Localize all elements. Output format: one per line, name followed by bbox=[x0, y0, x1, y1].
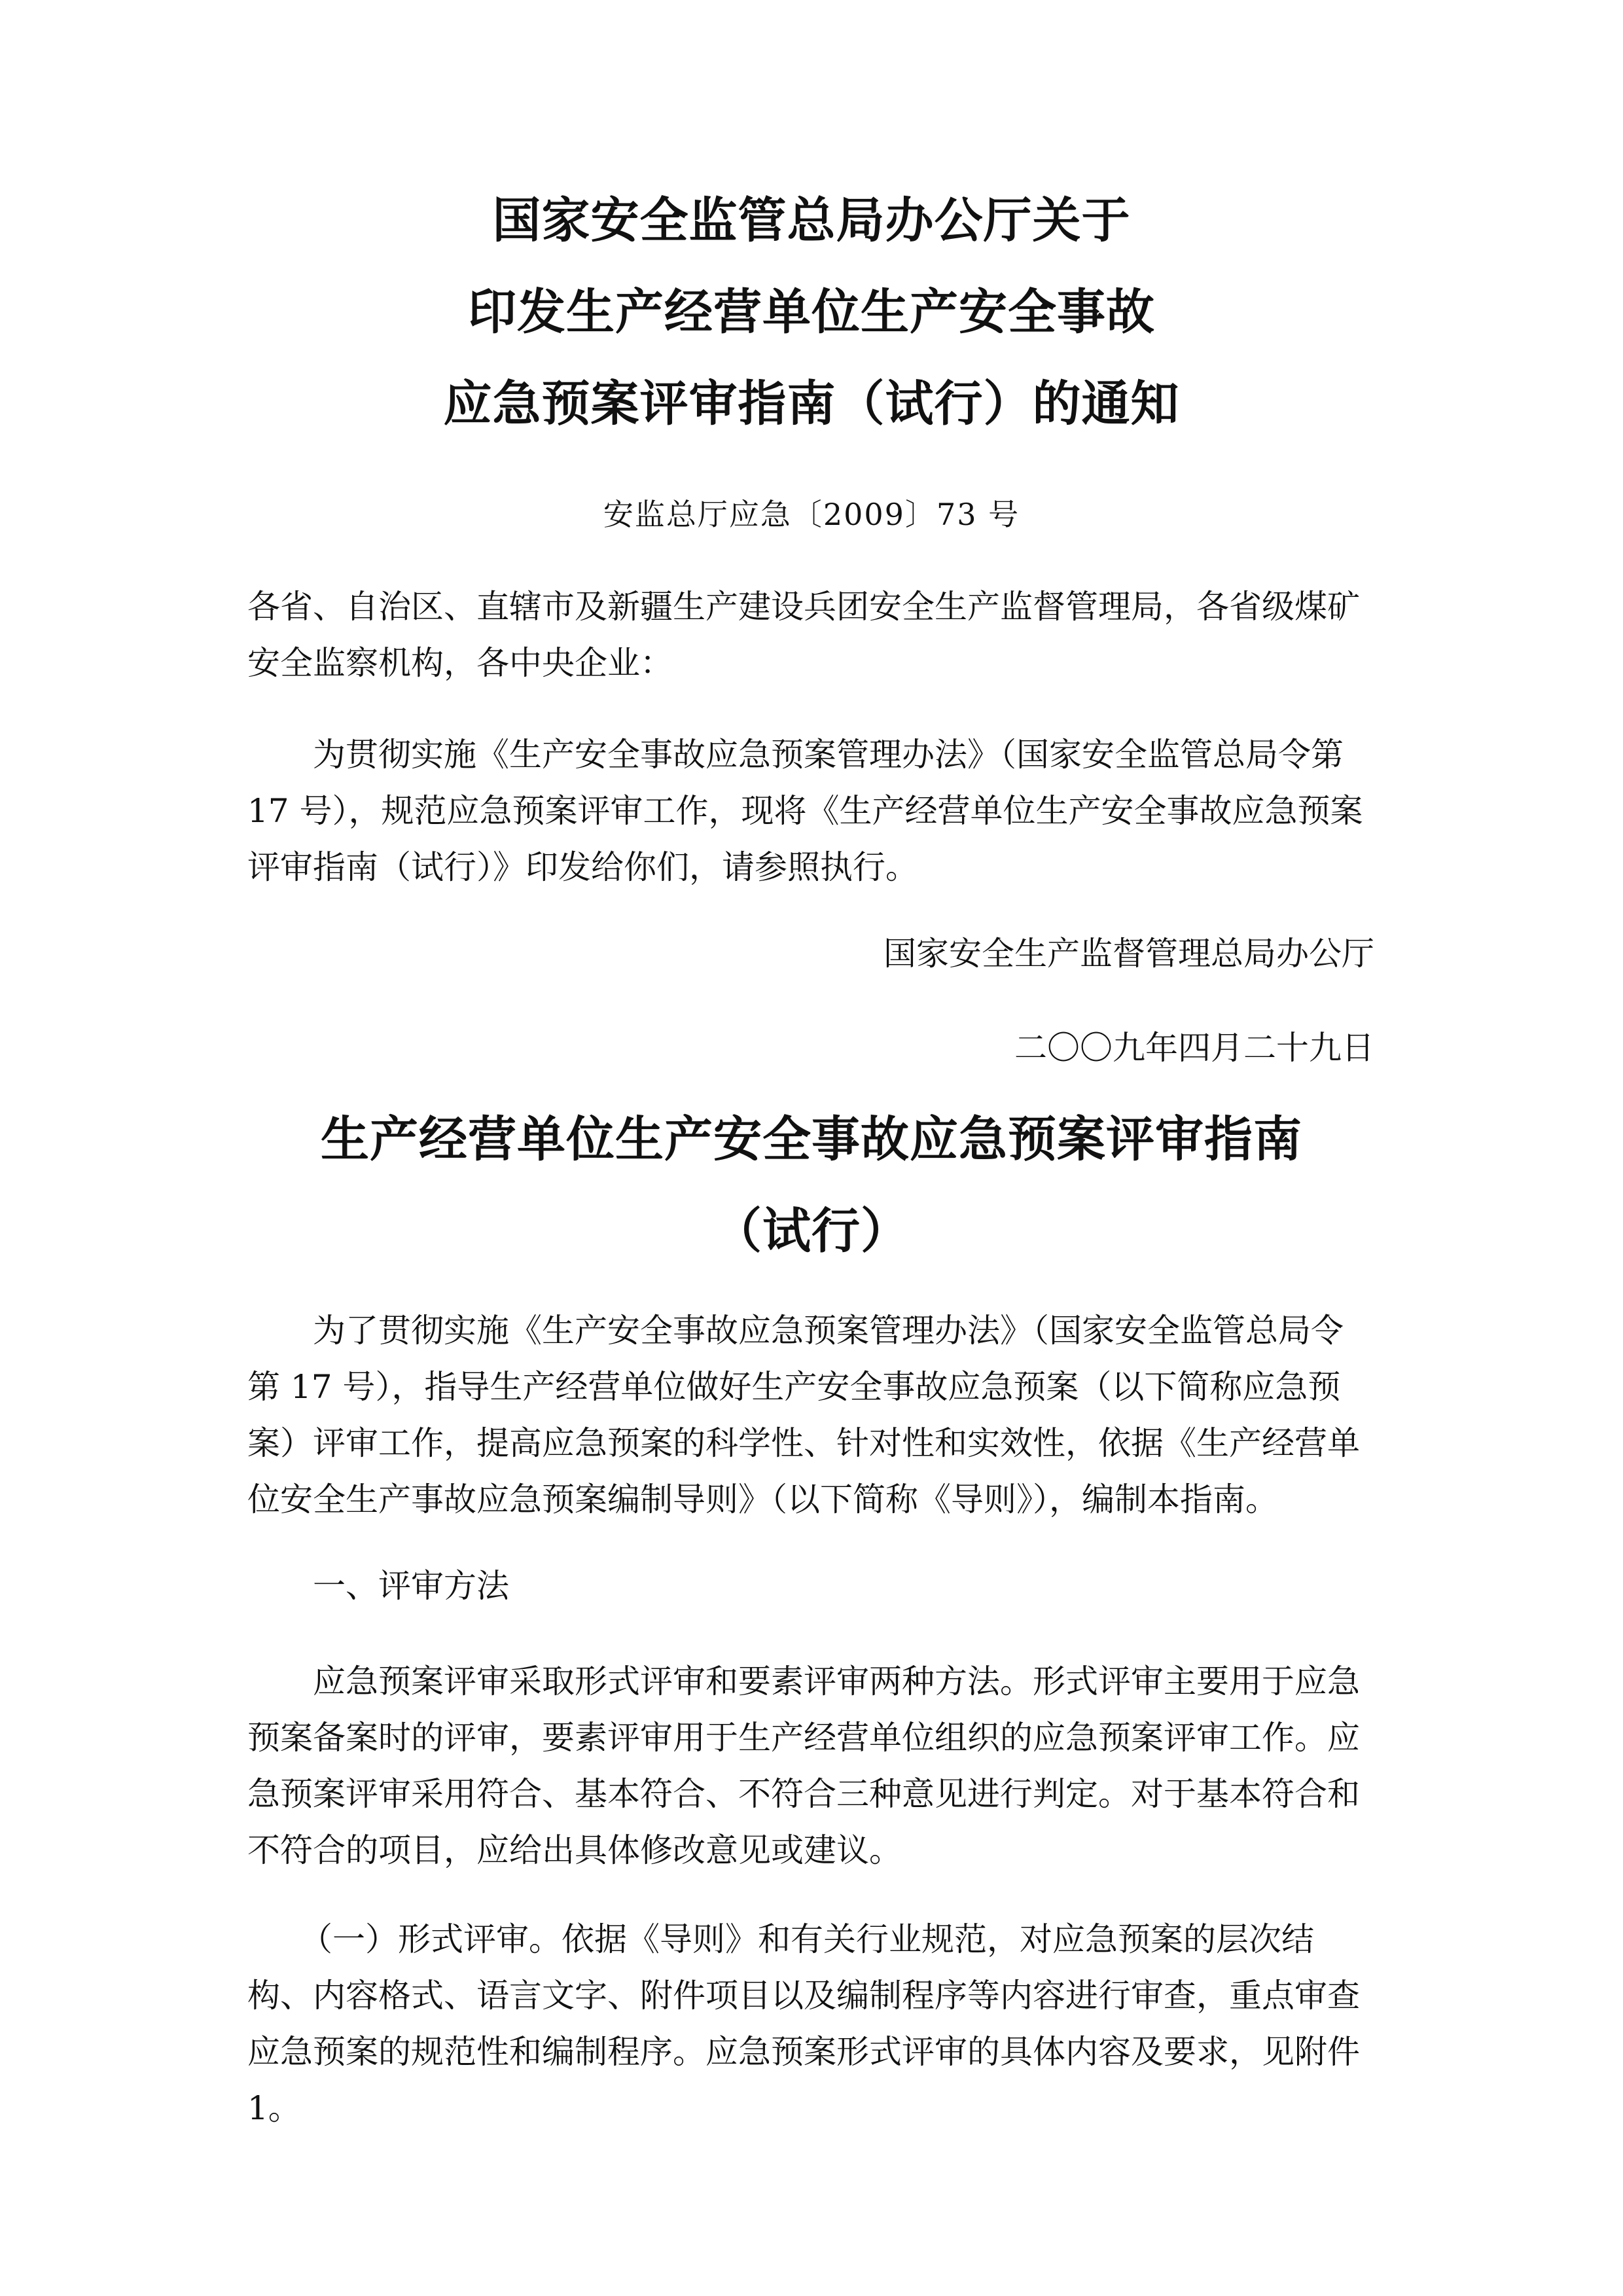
subsection-1-line: （一）形式评审。依据《导则》和有关行业规范，对应急预案的层次结 bbox=[300, 1920, 1314, 1958]
notice-body-line: 17 号），规范应急预案评审工作，现将《生产经营单位生产安全事故应急预案 bbox=[247, 792, 1363, 830]
issuer: 国家安全生产监督管理总局办公厅 bbox=[883, 935, 1374, 973]
guide-intro-line: 案）评审工作，提高应急预案的科学性、针对性和实效性，依据《生产经营单 bbox=[247, 1424, 1360, 1462]
guide-intro bbox=[247, 1302, 1374, 1528]
recipients-line: 各省、自治区、直辖市及新疆生产建设兵团安全生产监督管理局，各省级煤矿 bbox=[247, 588, 1360, 626]
guide-intro-line: 第 17 号），指导生产经营单位做好生产安全事故应急预案（以下简称应急预 bbox=[247, 1368, 1341, 1406]
recipients-line: 安全监察机构，各中央企业： bbox=[247, 644, 673, 682]
guide-intro-line: 位安全生产事故应急预案编制导则》（以下简称《导则》），编制本指南。 bbox=[247, 1480, 1278, 1518]
section-1-line: 急预案评审采用符合、基本符合、不符合三种意见进行判定。对于基本符合和 bbox=[247, 1775, 1360, 1813]
section-heading-text: 一、评审方法 bbox=[313, 1567, 509, 1605]
guide-title-line-2: （试行） bbox=[713, 1203, 910, 1259]
notice-body-line: 评审指南（试行）》印发给你们，请参照执行。 bbox=[247, 848, 918, 886]
issue-date: 二〇〇九年四月二十九日 bbox=[1014, 1029, 1374, 1067]
doc-number: 安监总厅应急〔2009〕73 号 bbox=[603, 497, 1020, 532]
notice-body bbox=[247, 726, 1374, 895]
notice-title-line-2: 印发生产经营单位生产安全事故 bbox=[468, 284, 1155, 340]
subsection-1-line: 构、内容格式、语言文字、附件项目以及编制程序等内容进行审查，重点审查 bbox=[247, 1977, 1360, 2015]
subsection-1-body bbox=[247, 1911, 1374, 2136]
subsection-1-line: 应急预案的规范性和编制程序。应急预案形式评审的具体内容及要求，见附件 bbox=[247, 2033, 1360, 2071]
guide-intro-line: 为了贯彻实施《生产安全事故应急预案管理办法》（国家安全监管总局令 bbox=[313, 1312, 1344, 1350]
notice-title-line-3: 应急预案评审指南（试行）的通知 bbox=[443, 376, 1180, 432]
section-1-line: 预案备案时的评审，要素评审用于生产经营单位组织的应急预案评审工作。应 bbox=[247, 1719, 1360, 1757]
section-1-line: 应急预案评审采取形式评审和要素评审两种方法。形式评审主要用于应急 bbox=[313, 1662, 1360, 1700]
recipients bbox=[247, 579, 1374, 691]
guide-title-line-1: 生产经营单位生产安全事故应急预案评审指南 bbox=[321, 1111, 1302, 1168]
notice-title-line-1: 国家安全监管总局办公厅关于 bbox=[492, 192, 1131, 249]
section-1-body bbox=[247, 1653, 1374, 1878]
notice-body-line: 为贯彻实施《生产安全事故应急预案管理办法》（国家安全监管总局令第 bbox=[313, 736, 1344, 774]
section-1-line: 不符合的项目，应给出具体修改意见或建议。 bbox=[247, 1831, 902, 1869]
section-1-heading bbox=[247, 1558, 1374, 1614]
subsection-1-line: 1。 bbox=[247, 2089, 301, 2127]
